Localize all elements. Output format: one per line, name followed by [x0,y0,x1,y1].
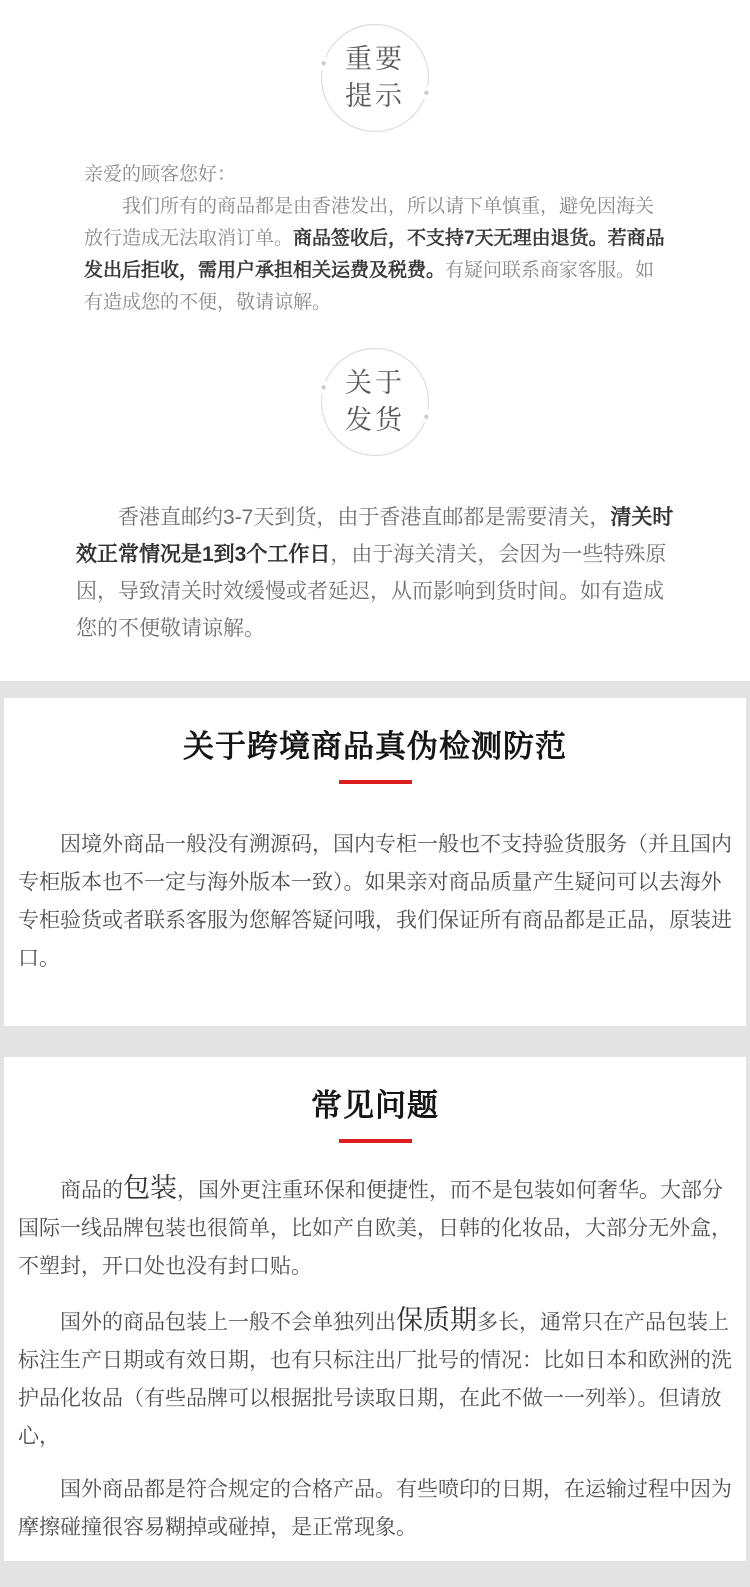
text-run: 我们所有的商品都是由香港发出，所以请下单慎重，避免因海关放行造成无法取消订单。 [84,196,655,249]
bold-text-run: 清关时效正常情况是1到3个工作日 [76,506,674,566]
text-run: 多长，通常只在产品包装上标注生产日期或有效日期，也有只标注出厂批号的情况：比如日本和欧洲的洗护品化妆品（有些品牌可以根据批号读取日期，在此不做一一列举）。但请放心， [18,1311,732,1448]
shipping-badge [318,345,432,459]
faq-paragraph-shelf-life [18,1301,732,1456]
faq-card [4,1057,746,1561]
bold-text-run: 商品签收后，不支持7天无理由退货。若商品发出后拒收，需用户承担相关运费及税费。 [84,228,665,281]
text-run: 国外商品都是符合规定的合格产品。有些喷印的日期，在运输过程中因为摩擦碰撞很容易糊掉或碰掉，是正常现象。 [18,1478,732,1539]
notice-text-block [84,159,668,319]
badge-label [318,21,432,135]
text-run: 香港直邮约3-7天到货，由于香港直邮都是需要清关， [118,506,611,529]
shipping-paragraph [76,499,676,647]
badge-label-line1: 重要 [345,44,405,74]
badge-label-line2: 发货 [345,405,405,435]
emphasis-text-run: 包装 [123,1173,177,1203]
notice-paragraph [84,191,668,319]
title-underline-decoration [339,1139,412,1143]
card-area [0,681,750,1587]
important-notice-badge [318,21,432,135]
badge-label-line1: 关于 [345,368,405,398]
emphasis-text-run: 保质期 [396,1305,477,1335]
faq-paragraph-packaging [18,1169,732,1286]
authenticity-paragraph: 因境外商品一般没有溯源码，国内专柜一般也不支持验货服务（并且国内专柜版本也不一定与海外版本一致）。如果亲对商品质量产生疑问可以去海外专柜验货或者联系客服为您解答疑问哦，我们保证所有商品都是正品，原装进口。 [18,833,732,970]
badge-label-line2: 提示 [345,81,405,111]
text-run: ，国外更注重环保和便捷性，而不是包装如何奢华。大部分国际一线品牌包装也很简单，比如产自欧美，日韩的化妆品，大部分无外盒，不塑封，开口处也没有封口贴。 [18,1179,732,1278]
badge-label [318,345,432,459]
text-run: 国外的商品包装上一般不会单独列出 [60,1311,396,1334]
faq-title: 常见问题 [311,1088,439,1123]
authenticity-title: 关于跨境商品真伪检测防范 [183,729,567,764]
notice-greeting: 亲爱的顾客您好： [84,164,237,185]
notice-section [0,0,750,681]
authenticity-card [4,698,746,1026]
title-underline-decoration [339,780,412,784]
faq-paragraph-compliance [18,1471,732,1547]
text-run: 有疑问联系商家客服。如有造成您的不便，敬请谅解。 [84,260,655,313]
text-run: 商品的 [60,1179,123,1202]
text-run: ，由于海关清关，会因为一些特殊原因，导致清关时效缓慢或者延迟，从而影响到货时间。如有造成您的不便敬请谅解。 [76,543,667,640]
